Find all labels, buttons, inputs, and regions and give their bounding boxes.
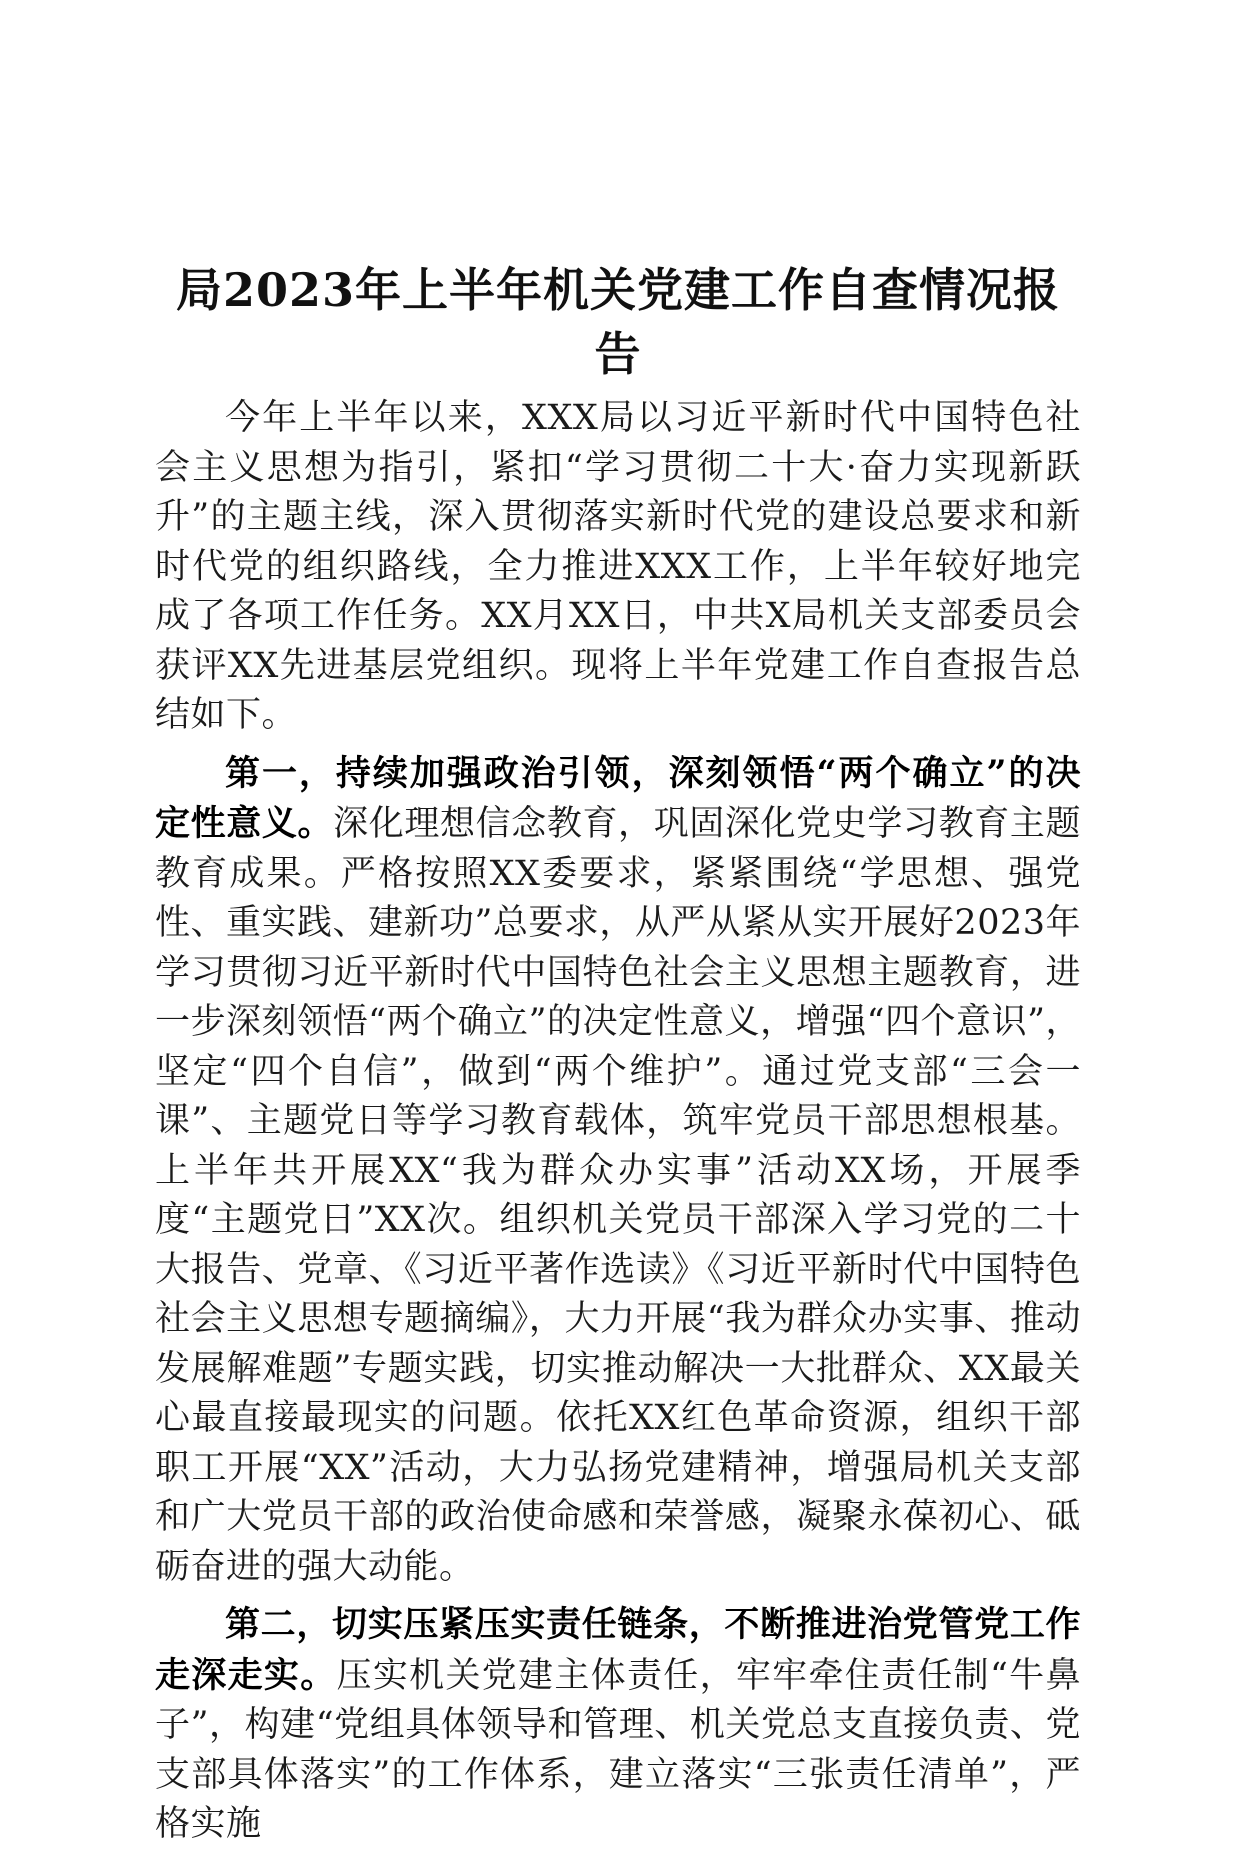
section-one-text: 深化理想信念教育，巩固深化党史学习教育主题教育成果。严格按照XX委要求，紧紧围绕“学思想、强党性、重实践、建新功”总要求，从严从紧从实开展好2023年学习贯彻习近平新时代中国特色社会主义思想主题教育，进一步深刻领悟“两个确立”的决定性意义，增强“四个意识”，坚定“四个自信”，做到“两个维护”。通过党支部“三会一课”、主题党日等学习教育载体，筑牢党员干部思想根基。上半年共开展XX“我为群众办实事”活动XX场，开展季度“主题党日”XX次。组织机关党员干部深入学习党的二十大报告、党章、《习近平著作选读》《习近平新时代中国特色社会主义思想专题摘编》，大力开展“我为群众办实事、推动发展解难题”专题实践，切实推动解决一大批群众、XX最关心最直接最现实的问题。依托XX红色革命资源，组织干部职工开展“XX”活动，大力弘扬党建精神，增强局机关支部和广大党员干部的政治使命感和荣誉感，凝聚永葆初心、砥砺奋进的强大动能。 (155, 804, 1081, 1587)
document-title: 局2023年上半年机关党建工作自查情况报告 (175, 263, 1061, 381)
section-two-heading: 第二，切实压紧压实责任链条，不断推进治党管党工作走深走实。 (155, 1604, 1081, 1696)
intro-paragraph (155, 394, 1081, 741)
section-one-paragraph (155, 749, 1081, 1593)
section-two-text: 压实机关党建主体责任，牢牢牵住责任制“牛鼻子”，构建“党组具体领导和管理、机关党总支直接负责、党支部具体落实”的工作体系，建立落实“三张责任清单”，严格实施 (155, 1655, 1081, 1844)
section-one-heading: 第一，持续加强政治引领，深刻领悟“两个确立”的决定性意义。 (155, 752, 1081, 844)
intro-paragraph-text: 今年上半年以来，XXX局以习近平新时代中国特色社会主义思想为指引，紧扣“学习贯彻二十大·奋力实现新跃升”的主题主线，深入贯彻落实新时代党的建设总要求和新时代党的组织路线，全力推进XXX工作，上半年较好地完成了各项工作任务。XX月XX日，中共X局机关支部委员会获评XX先进基层党组织。现将上半年党建工作自查报告总结如下。 (155, 398, 1081, 735)
section-two-paragraph (155, 1600, 1081, 1850)
document-body (155, 258, 1081, 1850)
